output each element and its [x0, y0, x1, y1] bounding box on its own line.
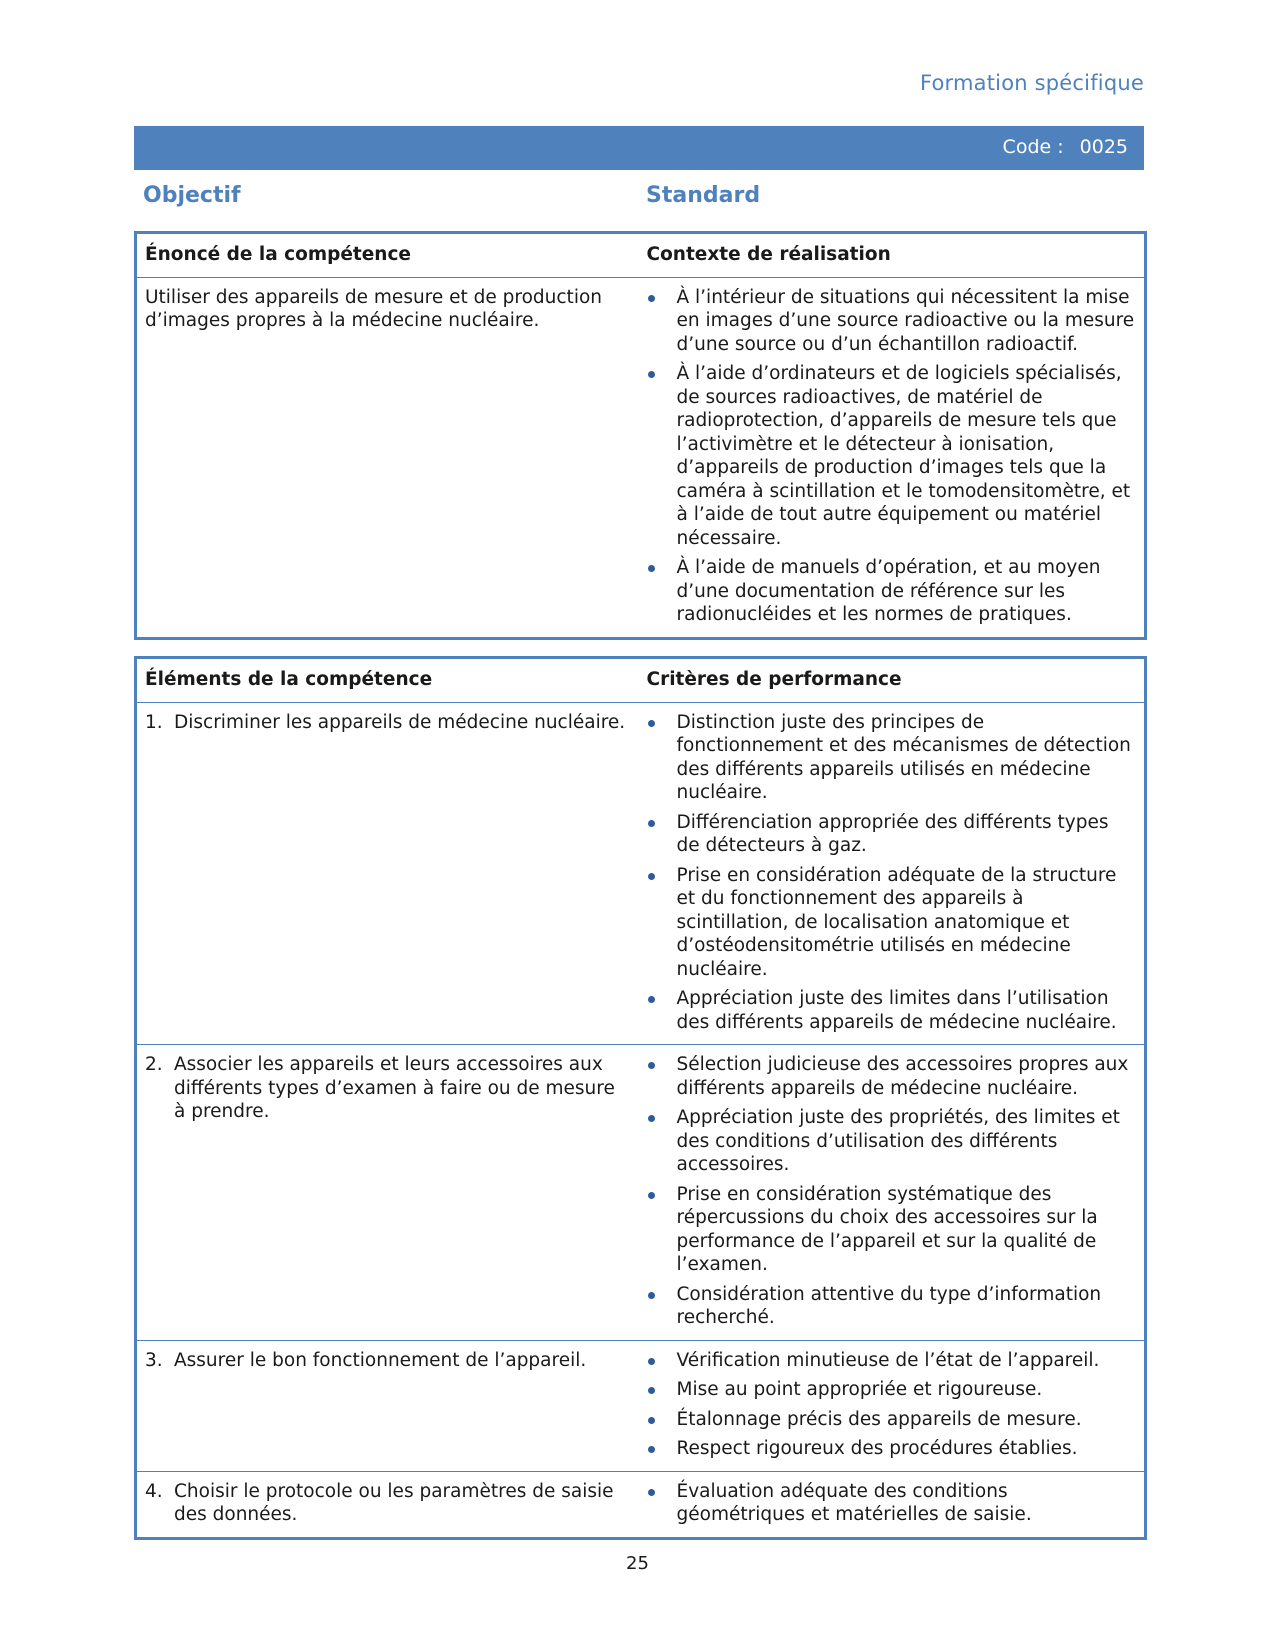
element-cell: [136, 1340, 639, 1471]
criterion-text: Différenciation appropriée des différents types de détecteurs à gaz.: [676, 811, 1109, 856]
table-header-row: [136, 658, 1146, 703]
competence-elements-table: [134, 656, 1147, 1540]
criterion-text: Évaluation adéquate des conditions géométriques et matérielles de saisie.: [676, 1480, 1032, 1525]
bullet-icon: [648, 1489, 655, 1496]
context-item-text: À l’aide de manuels d’opération, et au moyen d’une documentation de référence sur les radionucléides et les normes de pratiques.: [676, 557, 1101, 625]
table-row: [136, 1045, 1146, 1341]
criteria-list: [647, 1480, 1137, 1527]
context-cell: [639, 277, 1146, 638]
criterion-text: Respect rigoureux des procédures établies.: [676, 1438, 1078, 1459]
criteria-cell: [639, 1471, 1146, 1538]
element-number: 1.: [145, 711, 163, 733]
criterion-text: Prise en considération systématique des répercussions du choix des accessoires sur la performance de l’appareil et sur la qualité de l’examen.: [676, 1183, 1098, 1275]
list-item: [647, 864, 1137, 982]
element-item: [145, 1480, 631, 1527]
criteria-list: [647, 711, 1137, 1035]
criterion-text: Sélection judicieuse des accessoires propres aux différents appareils de médecine nucléaire.: [676, 1054, 1129, 1099]
table-row: [136, 277, 1146, 638]
list-item: [647, 362, 1137, 550]
list-item: [647, 987, 1137, 1034]
criteria-cell: [639, 1340, 1146, 1471]
criterion-text: Vérification minutieuse de l’état de l’appareil.: [676, 1349, 1100, 1371]
list-item: [647, 1480, 1137, 1527]
bullet-icon: [648, 1358, 655, 1365]
element-text: Choisir le protocole ou les paramètres de saisie des données.: [174, 1480, 614, 1525]
element-cell: [136, 702, 639, 1045]
section-heading-standard: Standard: [646, 183, 761, 208]
page-number: 25: [626, 1553, 649, 1574]
list-item: [647, 1283, 1137, 1330]
element-cell: [136, 1471, 639, 1538]
element-item: [145, 1349, 631, 1373]
list-item: [647, 1349, 1137, 1373]
bullet-icon: [648, 820, 655, 827]
code-value: 0025: [1079, 136, 1128, 158]
column-header-criteria: Critères de performance: [639, 658, 1146, 703]
criterion-text: Distinction juste des principes de fonctionnement et des mécanismes de détection des différents appareils utilisés en médecine nucléaire.: [676, 711, 1131, 803]
column-header-context: Contexte de réalisation: [639, 233, 1146, 278]
list-item: [647, 711, 1137, 805]
bullet-icon: [648, 1192, 655, 1199]
bullet-icon: [648, 1115, 655, 1122]
criterion-text: Considération attentive du type d’information recherché.: [676, 1283, 1102, 1328]
column-header-statement: Énoncé de la compétence: [136, 233, 639, 278]
bullet-icon: [648, 1446, 655, 1453]
list-item: [647, 286, 1137, 357]
bullet-icon: [648, 1387, 655, 1394]
bullet-icon: [648, 720, 655, 727]
criterion-text: Mise au point appropriée et rigoureuse.: [676, 1379, 1043, 1400]
context-item-text: À l’intérieur de situations qui nécessitent la mise en images d’une source radioactive ou la mesure d’une source ou d’un échantillon radioactif.: [676, 286, 1135, 355]
bullet-icon: [648, 1062, 655, 1069]
criterion-text: Appréciation juste des limites dans l’utilisation des différents appareils de médecine nucléaire.: [676, 988, 1117, 1033]
context-list: [647, 286, 1137, 627]
code-label: Code :: [1002, 136, 1064, 158]
element-number: 2.: [145, 1054, 163, 1075]
table-row: [136, 1471, 1146, 1538]
list-item: [647, 1183, 1137, 1277]
column-header-elements: Éléments de la compétence: [136, 658, 639, 703]
element-item: [145, 1053, 631, 1124]
element-text: Associer les appareils et leurs accessoires aux différents types d’examen à faire ou de mesure à prendre.: [174, 1054, 615, 1122]
criteria-cell: [639, 1045, 1146, 1341]
context-item-text: À l’aide d’ordinateurs et de logiciels spécialisés, de sources radioactives, de matériel de radioprotection, d’appareils de mesure tels que l’activimètre et le détecteur à ionisation, d’appareils de production d’images tels que la caméra à scintillation et le tomodensitomètre, et à l’aide de tout autre équipement ou matériel nécessaire.: [676, 363, 1131, 549]
element-text: Assurer le bon fonctionnement de l’appareil.: [174, 1349, 587, 1371]
element-number: 3.: [145, 1349, 163, 1371]
list-item: [647, 1106, 1137, 1177]
running-header-title: Formation spécifique: [919, 71, 1144, 95]
criteria-cell: [639, 702, 1146, 1045]
element-item: [145, 711, 631, 735]
criterion-text: Étalonnage précis des appareils de mesure.: [676, 1408, 1082, 1430]
list-item: [647, 1408, 1137, 1432]
criterion-text: Prise en considération adéquate de la structure et du fonctionnement des appareils à scintillation, de localisation anatomique et d’ostéodensitométrie utilisés en médecine nucléaire.: [676, 864, 1117, 980]
bullet-icon: [648, 1292, 655, 1299]
code-banner: [134, 126, 1144, 170]
element-cell: [136, 1045, 639, 1341]
list-item: [647, 1437, 1137, 1461]
bullet-icon: [648, 1417, 655, 1424]
bullet-icon: [648, 371, 655, 378]
table-header-row: [136, 233, 1146, 278]
list-item: [647, 556, 1137, 627]
bullet-icon: [648, 873, 655, 880]
bullet-icon: [648, 295, 655, 302]
list-item: [647, 1378, 1137, 1402]
table-row: [136, 702, 1146, 1045]
criteria-list: [647, 1053, 1137, 1330]
statement-text: Utiliser des appareils de mesure et de production d’images propres à la médecine nucléaire.: [145, 286, 602, 331]
competence-statement-table: [134, 231, 1147, 640]
list-item: [647, 1053, 1137, 1100]
table-row: [136, 1340, 1146, 1471]
bullet-icon: [648, 996, 655, 1003]
competence-statement: [136, 277, 639, 638]
section-headings: [134, 183, 1144, 219]
element-text: Discriminer les appareils de médecine nucléaire.: [174, 711, 626, 733]
criterion-text: Appréciation juste des propriétés, des limites et des conditions d’utilisation des différents accessoires.: [676, 1107, 1120, 1175]
element-number: 4.: [145, 1480, 163, 1502]
list-item: [647, 811, 1137, 858]
section-heading-objectif: Objectif: [143, 183, 241, 208]
bullet-icon: [648, 565, 655, 572]
criteria-list: [647, 1349, 1137, 1461]
